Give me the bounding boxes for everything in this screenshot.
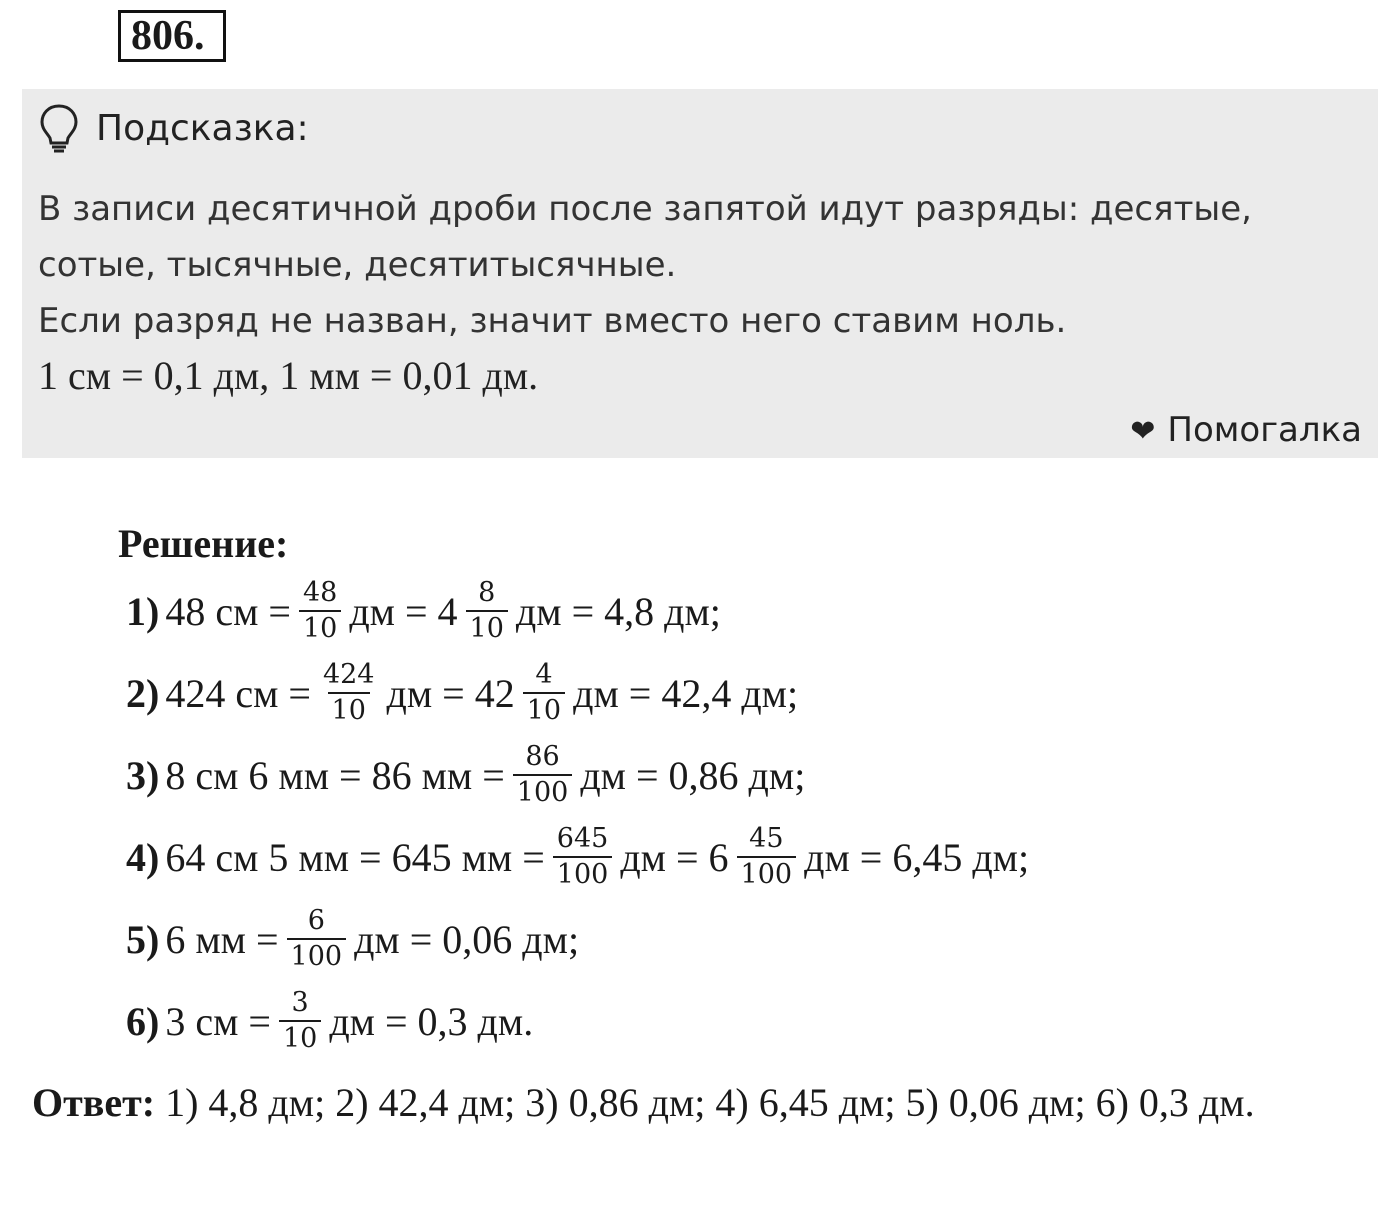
answer-text: 1) 4,8 дм; 2) 42,4 дм; 3) 0,86 дм; 4) 6,45 дм; 5) 0,06 дм; 6) 0,3 дм. xyxy=(165,1080,1255,1125)
denominator: 10 xyxy=(328,692,370,728)
fraction xyxy=(319,658,379,728)
numerator: 424 xyxy=(322,659,375,690)
step-expression: дм = 4,8 дм; xyxy=(515,588,721,634)
fraction xyxy=(513,740,573,810)
numerator: 8 xyxy=(478,577,496,608)
solution-step xyxy=(126,570,721,652)
denominator: 100 xyxy=(287,938,347,974)
numerator: 3 xyxy=(291,987,309,1018)
step-number: 6) xyxy=(126,998,160,1044)
hint-box xyxy=(22,89,1378,458)
numerator: 48 xyxy=(302,577,338,608)
step-expression: 6 мм = xyxy=(165,916,279,962)
hint-title: Подсказка: xyxy=(96,108,309,149)
step-expression: 424 см = xyxy=(165,670,311,716)
numerator: 45 xyxy=(749,823,784,854)
fraction xyxy=(287,904,347,974)
solution-step xyxy=(126,734,805,816)
denominator: 100 xyxy=(737,856,797,892)
fraction xyxy=(299,576,341,646)
lightbulb-icon xyxy=(38,103,80,155)
denominator: 10 xyxy=(279,1020,321,1056)
step-expression: дм = 4 xyxy=(349,588,458,634)
answer xyxy=(32,1074,1372,1132)
denominator: 10 xyxy=(523,692,565,728)
fraction xyxy=(553,822,613,892)
step-expression: дм = 6 xyxy=(620,834,729,880)
fraction xyxy=(279,986,321,1056)
solution-title: Решение: xyxy=(118,521,289,566)
solution-step xyxy=(126,816,1029,898)
step-expression: дм = 6,45 дм; xyxy=(804,834,1030,880)
hint-formula: 1 см = 0,1 дм, 1 мм = 0,01 дм. xyxy=(38,353,539,398)
denominator: 100 xyxy=(553,856,613,892)
hint-text xyxy=(38,181,1358,349)
fraction xyxy=(466,576,508,646)
hint-line: В записи десятичной дроби после запятой идут разряды: десятые, сотые, тысячные, десятитысячные. xyxy=(38,189,1252,285)
fraction xyxy=(737,822,797,892)
step-expression: дм = 0,06 дм; xyxy=(354,916,580,962)
step-expression: 64 см 5 мм = 645 мм = xyxy=(165,834,545,880)
fraction xyxy=(523,658,565,728)
hint-line: Если разряд не назван, значит вместо него ставим ноль. xyxy=(38,301,1067,341)
denominator: 10 xyxy=(299,610,341,646)
step-expression: дм = 0,3 дм. xyxy=(329,998,534,1044)
credit-label: Помогалка xyxy=(1167,410,1362,450)
numerator: 86 xyxy=(525,741,560,772)
denominator: 100 xyxy=(513,774,573,810)
numerator: 6 xyxy=(307,905,325,936)
denominator: 10 xyxy=(466,610,508,646)
step-expression: 8 см 6 мм = 86 мм = xyxy=(165,752,505,798)
step-number: 5) xyxy=(126,916,160,962)
credit xyxy=(1130,405,1362,457)
answer-label: Ответ: xyxy=(32,1080,156,1125)
step-expression: дм = 42 xyxy=(386,670,515,716)
step-expression: дм = 42,4 дм; xyxy=(573,670,799,716)
step-number: 4) xyxy=(126,834,160,880)
step-expression: 3 см = xyxy=(165,998,271,1044)
step-expression: 48 см = xyxy=(165,588,291,634)
heart-icon: ❤ xyxy=(1130,414,1156,449)
solution-step xyxy=(126,652,798,734)
step-expression: дм = 0,86 дм; xyxy=(580,752,806,798)
numerator: 4 xyxy=(535,659,553,690)
task-number: 806. xyxy=(118,10,226,62)
step-number: 2) xyxy=(126,670,160,716)
step-number: 3) xyxy=(126,752,160,798)
numerator: 645 xyxy=(556,823,609,854)
solution-step xyxy=(126,898,579,980)
solution-step xyxy=(126,980,533,1062)
step-number: 1) xyxy=(126,588,160,634)
